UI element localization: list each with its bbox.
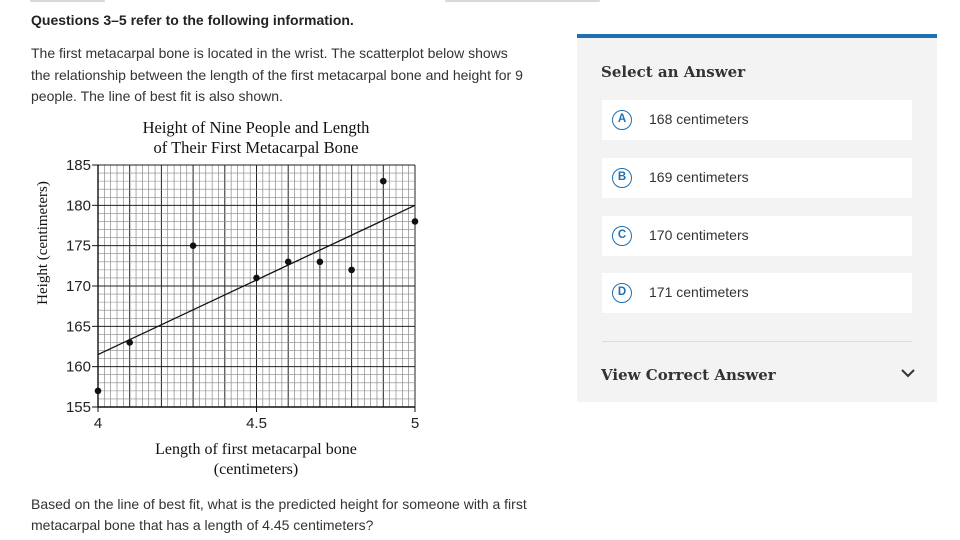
data-point: [190, 242, 197, 249]
choice-text: 168 centimeters: [649, 111, 749, 127]
y-tick-label: 180: [65, 197, 91, 215]
view-correct-answer-toggle[interactable]: [601, 365, 916, 389]
y-tick-label: 165: [65, 318, 91, 336]
scatterplot-chart: [28, 155, 428, 480]
choice-text: 169 centimeters: [649, 169, 749, 185]
data-point: [253, 275, 260, 282]
data-point: [348, 267, 355, 274]
choice-letter-badge: B: [612, 168, 632, 188]
y-axis-label: Height (centimeters): [35, 181, 51, 305]
y-tick-label: 185: [65, 157, 91, 174]
chart-title-line: Height of Nine People and Length: [142, 118, 370, 137]
chart-title: [96, 118, 416, 158]
data-point: [95, 388, 102, 395]
x-axis-label: Length of first metacarpal bone: [155, 441, 357, 458]
answer-choice-a[interactable]: [602, 100, 912, 140]
choice-text: 171 centimeters: [649, 284, 749, 300]
chart-title-line: of Their First Metacarpal Bone: [153, 138, 359, 157]
intro-paragraph: The first metacarpal bone is located in the wrist. The scatterplot below shows the relationship between the length of the first metacarpal bone and height for 9 people. The line of best fit is also shown.: [31, 45, 523, 104]
top-tab-stub: [445, 0, 600, 2]
choice-text: 170 centimeters: [649, 227, 749, 243]
data-point: [285, 259, 292, 266]
view-correct-answer-label: View Correct Answer: [601, 366, 776, 384]
x-tick-label: 4: [93, 415, 103, 432]
x-tick-label: 4.5: [246, 415, 267, 432]
x-tick-label: 5: [410, 415, 420, 432]
questions-heading: Questions 3–5 refer to the following information.: [31, 12, 354, 28]
data-point: [317, 259, 324, 266]
y-tick-label: 155: [65, 399, 91, 416]
answer-choice-d[interactable]: [602, 273, 912, 313]
top-tab-stub: [30, 0, 105, 2]
data-point: [380, 178, 387, 185]
choice-letter-badge: A: [612, 110, 632, 130]
answer-panel: [577, 34, 937, 402]
y-tick-label: 170: [65, 278, 91, 295]
choice-letter-badge: C: [612, 226, 632, 246]
data-point: [412, 218, 419, 225]
data-point: [126, 339, 133, 346]
panel-title: Select an Answer: [601, 63, 746, 81]
answer-choice-c[interactable]: [602, 216, 912, 256]
question-text: Based on the line of best fit, what is the predicted height for someone with a first metacarpal bone that has a length of 4.45 centimeters?: [31, 496, 527, 533]
chevron-down-icon[interactable]: [900, 367, 916, 379]
choice-letter-badge: D: [612, 283, 632, 303]
chart-grid: [98, 165, 415, 407]
x-axis-label: (centimeters): [213, 461, 299, 478]
y-tick-label: 175: [65, 237, 91, 255]
panel-divider: [602, 341, 912, 342]
y-tick-label: 160: [65, 358, 91, 376]
answer-choice-b[interactable]: [602, 158, 912, 198]
